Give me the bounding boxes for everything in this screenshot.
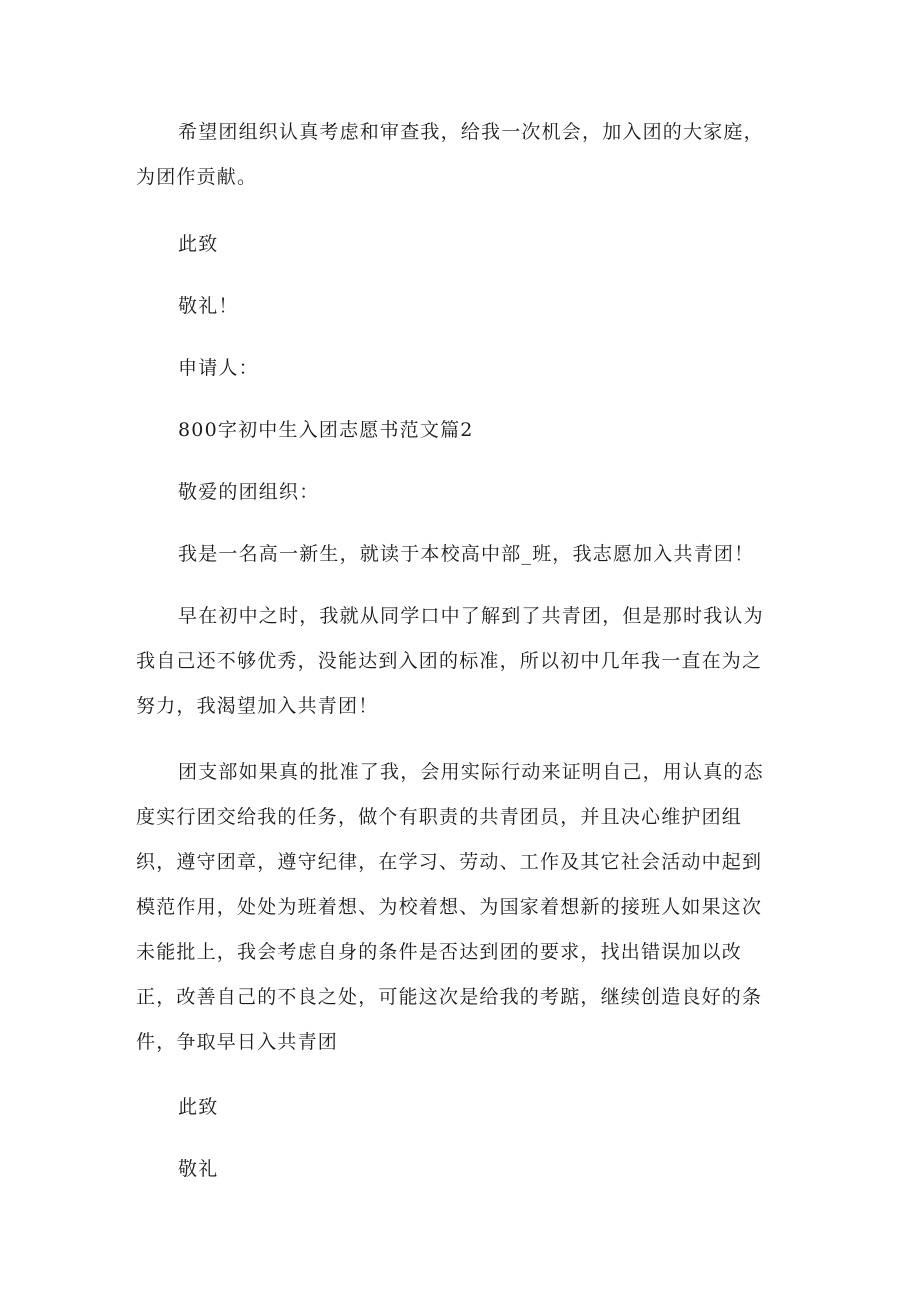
paragraph-commitment: 团支部如果真的批准了我，会用实际行动来证明自己，用认真的态度实行团交给我的任务，做个有职责的共青团员，并且决心维护团组织，遵守团章，遵守纪律，在学习、劳动、工作及其它社会活动中起到模范作用，处处为班着想、为校着想、为国家着想新的接班人如果这次未能批上，我会考虑自身的条件是否达到团的要求，找出错误加以改正，改善自己的不良之处，可能这次是给我的考踮，继续创造良好的条件，争取早日入共青团 <box>136 761 764 1053</box>
salutation-jingli: 敬礼！ <box>178 295 239 317</box>
paragraph-closing-hope: 希望团组织认真考虑和审查我，给我一次机会，加入团的大家庭，为团作贡献。 <box>136 121 764 188</box>
salutation-jingli-2: 敬礼 <box>178 1158 219 1180</box>
paragraph-early: 早在初中之时，我就从同学口中了解到了共青团，但是那时我认为我自己还不够优秀，没能达到入团的标准，所以初中几年我一直在为之努力，我渴望加入共青团！ <box>136 605 764 717</box>
applicant-label: 申请人： <box>178 357 259 379</box>
greeting: 敬爱的团组织： <box>178 481 320 503</box>
salutation-cizhi-2: 此致 <box>178 1096 219 1118</box>
section-title: 800字初中生入团志愿书范文篇2 <box>178 419 474 441</box>
paragraph-intro: 我是一名高一新生，就读于本校高中部_班，我志愿加入共青团！ <box>178 543 755 565</box>
salutation-cizhi: 此致 <box>178 233 219 255</box>
